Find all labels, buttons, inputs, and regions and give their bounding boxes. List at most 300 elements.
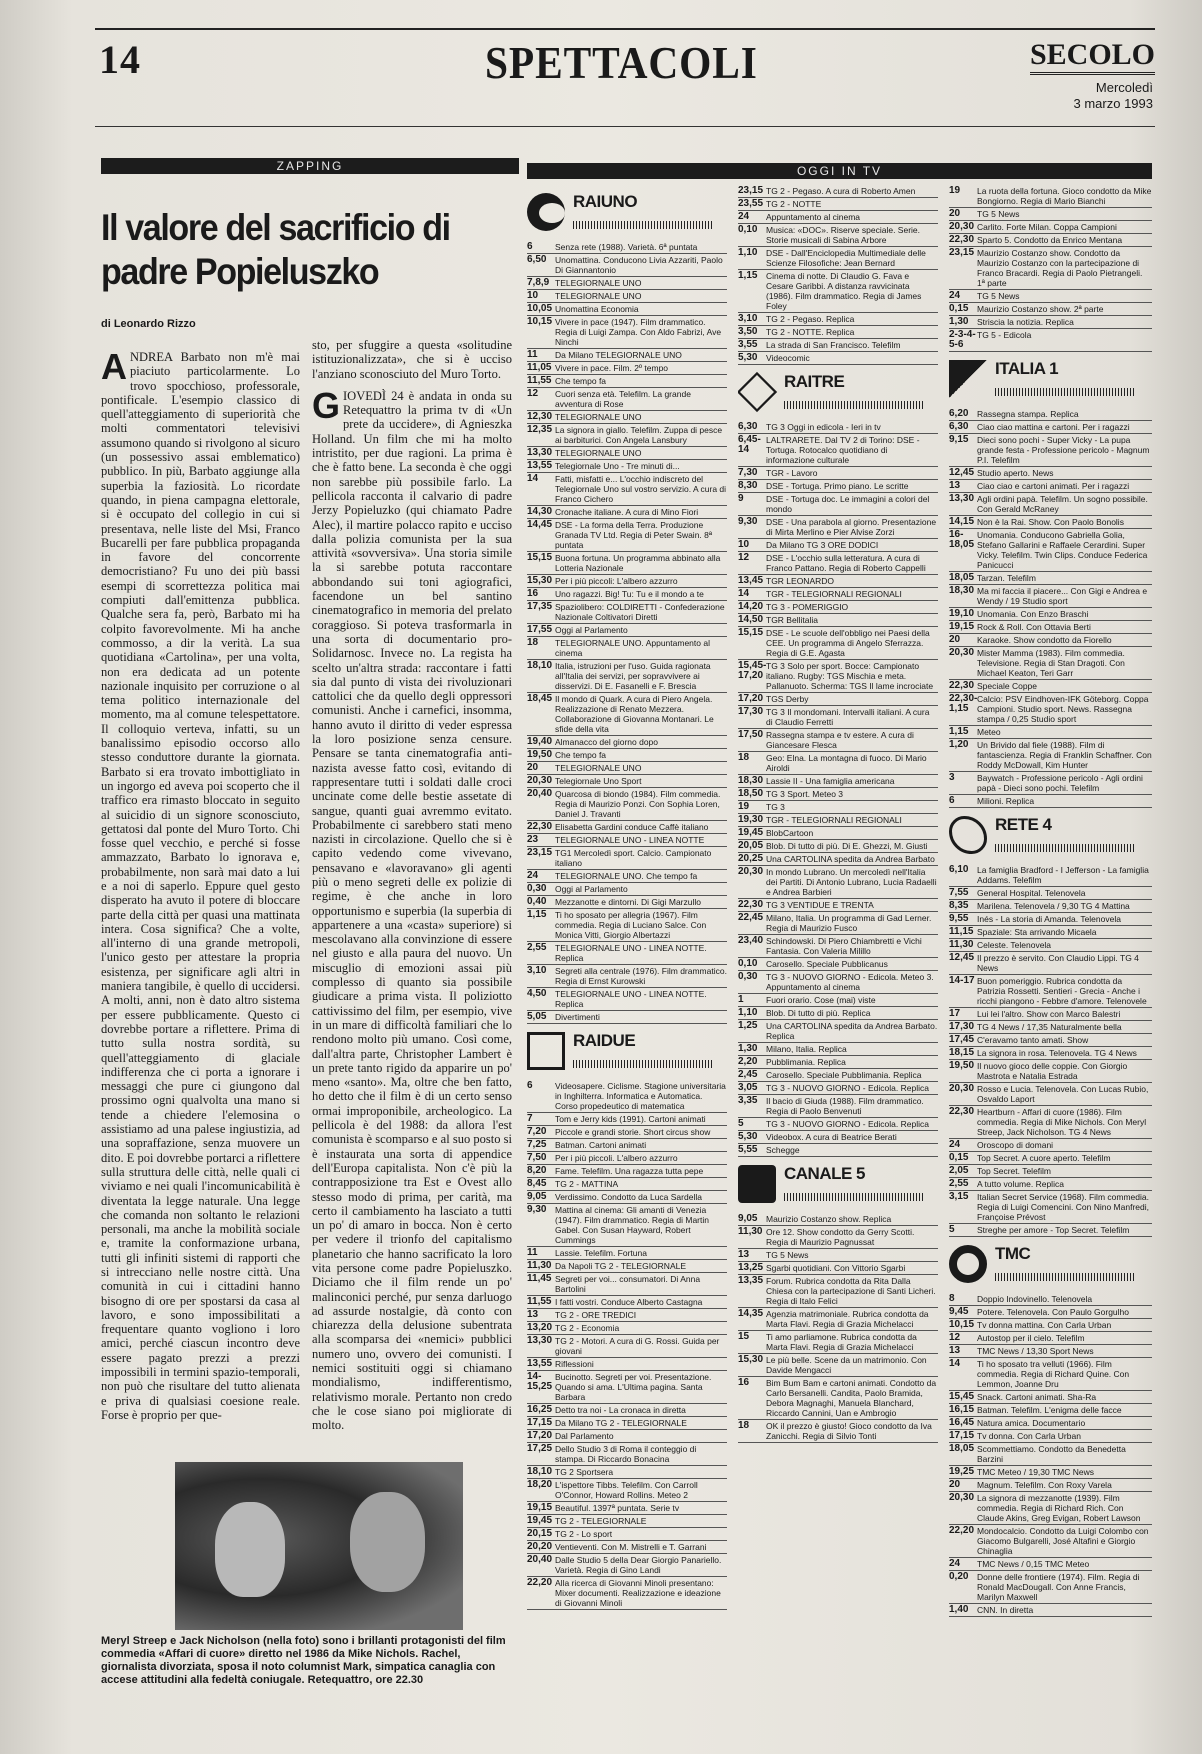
listing-description: CNN. In diretta [977,1605,1034,1615]
channel-header-rete4 [949,814,1152,860]
listing-row [527,552,727,575]
listing-description: Top Secret. A cuore aperto. Telefilm [977,1153,1111,1163]
listing-time: 19,45 [527,1515,553,1526]
listing-description: TG 2 - Pegaso. Replica [766,314,855,324]
listing-description: Schindowski. Di Piero Chiambretti e Vichi Fantasia. Con Valeria Milillo [766,936,922,956]
listing-time: 16,45 [949,1417,975,1428]
listing-description: Mezzanotte e dintorni. Di Gigi Marzullo [555,897,701,907]
listing-row [738,1354,938,1377]
listing-row [949,1430,1152,1443]
tv-column-2 [738,185,938,1745]
listing-row [738,840,938,853]
listing-row [527,447,727,460]
listing-description: L'ispettore Tibbs. Telefilm. Con Carroll O'Connor, Howard Rollins. Meteo 2 [555,1480,698,1500]
listing-row [527,1113,727,1126]
listing-description: Unomattina. Conducono Livia Azzariti, Paolo Di Giannantonio [555,255,723,275]
listing-row [738,552,938,575]
listing-description: TG 3 Il mondomani. Intervalli italiani. A cura di Claudio Ferretti [766,707,930,727]
listing-time: 20,30 [527,775,553,786]
listing-description: TG 2 - Motori. A cura di G. Rossi. Guida per giovani [555,1336,720,1356]
listing-description: Piccole e grandi storie. Short circus show [555,1127,711,1137]
listing-description: Potere. Telenovela. Con Paulo Gorgulho [977,1307,1129,1317]
photo-figure-left [215,1502,285,1597]
tv-column-3 [949,185,1152,1745]
listing-time: 23,15 [949,247,975,258]
listing-row [527,316,727,349]
listing-description: Geo: Elna. La montagna di fuoco. Di Mario Airoldi [766,753,927,773]
listing-description: TG 3 Oggi in edicola - Ieri in tv [766,422,881,432]
listing-time: 8,45 [527,1178,547,1189]
listing-description: Oggi al Parlamento [555,884,628,894]
listing-row [949,572,1152,585]
newspaper-logo: SECOLO [1030,38,1155,75]
listing-description: Ti ho sposato tra velluti (1966). Film commedia. Regia di Richard Quine. Con Lemmon, Joanne Dru [977,1359,1130,1389]
listing-row [738,866,938,899]
channel-hatch [573,221,713,229]
listing-row [949,726,1152,739]
listing-time: 11,55 [527,375,552,386]
listing-time: 0,10 [738,224,758,235]
listing-description: Carosello. Speciale Pubblicanus [766,959,888,969]
listing-time: 20,20 [527,1541,553,1552]
listing-time: 19,15 [527,1502,553,1513]
listing-time: 12 [949,1332,961,1343]
listing-row [738,1420,938,1443]
listing-row [949,1021,1152,1034]
listing-row [527,1126,727,1139]
listing-row [527,1466,727,1479]
channel-header-raidue [527,1030,727,1076]
listings-tmc [949,1293,1152,1617]
listing-time: 18,10 [527,660,553,671]
listing-description: Una CARTOLINA spedita da Andrea Barbato [766,854,935,864]
listing-description: Batman. Telefilm. L'enigma delle facce [977,1405,1122,1415]
listings-raiuno [527,241,727,1024]
listing-row [738,1118,938,1131]
listing-description: DSE - La forma della Terra. Produzione Granada TV Ltd. Regia di Peter Swain. 8ª puntata [555,520,713,550]
listing-time: 12 [527,388,539,399]
listing-row [738,224,938,247]
listing-time: 9,05 [738,1213,758,1224]
listing-time: 12 [738,552,750,563]
listing-description: In mondo Lubrano. Un mercoledì nell'Italia dei Partiti. Di Antonio Lubrano, Lucia Radaelli e Andrea Barbieri [766,867,937,897]
listing-time: 17,35 [527,601,553,612]
listing-time: 13,20 [527,1322,553,1333]
listing-row [949,693,1152,726]
listing-description: Alla ricerca di Giovanni Minoli presentano: Mixer documenti. Realizzazione e ideazione di Giovanni Minoli [555,1578,721,1608]
listings-raidue-night [738,185,938,365]
listing-row [949,1083,1152,1106]
listing-time: 22,45 [738,912,764,923]
listing-row [949,529,1152,572]
listing-description: Speciale Coppe [977,681,1038,691]
listing-description: Quarcosa di biondo (1984). Film commedia. Regia di Maurizio Ponzi. Con Sophia Loren, Daniel J. Travanti [555,789,721,819]
issue-date: 3 marzo 1993 [1073,96,1153,111]
listing-time: 10,15 [527,316,553,327]
listing-description: TG 2 - ORE TREDICI [555,1310,637,1320]
listing-time: 19,15 [949,621,975,632]
listings-canale5 [738,1213,938,1443]
listing-time: 13,30 [527,447,553,458]
listing-description: Per i più piccoli: L'albero azzurro [555,576,678,586]
listing-row [738,853,938,866]
listing-description: TGR - Lavoro [766,468,818,478]
listing-description: LALTRARETE. Dal TV 2 di Torino: DSE - Tortuga. Rotocalco quotidiano di informazione culturale [766,435,920,465]
listing-time: 8,30 [738,480,758,491]
listing-time: 11 [527,1247,538,1258]
listing-description: Scommettiamo. Condotto da Benedetta Barzini [977,1444,1126,1464]
listing-row [527,788,727,821]
listing-row [738,775,938,788]
listing-time: 19,10 [949,608,975,619]
listing-time: 3,10 [738,313,758,324]
listing-row [527,847,727,870]
listing-row [949,1139,1152,1152]
listing-time: 1,15 [949,726,969,737]
listing-row [949,1358,1152,1391]
listing-time: 6,30 [949,421,969,432]
listing-time: 11 [527,349,538,360]
listing-time: 6,45-14 [738,434,761,455]
listing-description: Snack. Cartoni animati. Sha-Ra [977,1392,1097,1402]
listing-row [738,1377,938,1420]
listing-time: 2,55 [949,1178,969,1189]
listing-row [949,1178,1152,1191]
listing-description: BlobCartoon [766,828,814,838]
listing-time: 19,25 [949,1466,975,1477]
listing-time: 10,05 [527,303,553,314]
listing-row [738,899,938,912]
channel-hatch [784,1193,924,1201]
listing-row [527,277,727,290]
listing-row [949,585,1152,608]
listing-time: 14 [949,1358,961,1369]
listing-description: Lassie. Telefilm. Fortuna [555,1248,647,1258]
listing-time: 2,20 [738,1056,758,1067]
listing-description: Unomania. Conducono Gabriella Golia, Stefano Gallarini e Raffaele Cerardini. Super Vicky. Telefilm. Twin Clips. Conduce Federica Panicucci [977,530,1148,570]
listing-time: 6,20 [949,408,969,419]
listing-time: 24 [949,1139,961,1150]
listing-time: 5 [949,1224,955,1235]
listing-row [949,1466,1152,1479]
listing-time: 17,50 [738,729,764,740]
listing-row [949,1306,1152,1319]
listing-description: Italia, istruzioni per l'uso. Guida ragionata all'Italia dei servizi, per sopravvivere ai disservizi. Di E. Fasanelli e F. Brescia [555,661,711,691]
listing-row [738,1095,938,1118]
listing-time: 24 [949,1558,961,1569]
listing-time: 5,55 [738,1144,758,1155]
listing-row [949,647,1152,680]
channel-header-canale5 [738,1163,938,1209]
listing-time: 7,8,9 [527,277,550,288]
listing-description: Mondocalcio. Condotto da Luigi Colombo con Giacomo Bulgarelli, José Altafini e Giorgio Chinaglia [977,1526,1149,1556]
listing-row [949,864,1152,887]
listing-row [738,627,938,660]
listing-time: 14,35 [738,1308,764,1319]
listing-description: TG 3 VENTIDUE E TRENTA [766,900,874,910]
listing-row [527,1515,727,1528]
listing-description: La strada di San Francisco. Telefilm [766,340,901,350]
listing-row [527,834,727,847]
listing-row [527,870,727,883]
listing-time: 14,50 [738,614,764,625]
listing-row [949,1404,1152,1417]
listing-time: 1,40 [949,1604,969,1615]
listing-time: 1,30 [738,1043,758,1054]
listing-description: Striscia la notizia. Replica [977,317,1074,327]
listing-description: Doppio Indovinello. Telenovela [977,1294,1093,1304]
listing-description: Studio aperto. News [977,468,1054,478]
listing-description: Rassegna stampa e tv estere. A cura di Giancesare Flesca [766,730,914,750]
listing-row [738,1308,938,1331]
listing-row [527,965,727,988]
listing-time: 7,30 [738,467,758,478]
listing-description: TG1 Mercoledì sport. Calcio. Campionato italiano [555,848,712,868]
listing-description: Italian Secret Service (1968). Film commedia. Regia di Luigi Comencini. Con Nino Manfredi, Françoise Prévost [977,1192,1149,1222]
listing-row [527,1443,727,1466]
listing-row [738,1043,938,1056]
listing-row [949,926,1152,939]
listing-time: 0,15 [949,303,969,314]
listing-description: Inés - La storia di Amanda. Telenovela [977,914,1121,924]
listing-row [949,516,1152,529]
article-text-1: NDREA Barbato non m'è mai piaciuto particolarmente. Lo trovo spocchioso, professorale, pontificale. L'esempio classico di quell'atteggiamento di superiorità che molti commentatori televisivi assumono quando si rivolgono al sicuro (un possessivo assai emblematico) pubblico. In più, Barbato aggiunge alla superbia la faziosità. Lo ricordate quando, in piena campagna elettorale, si è occupato del collegio in cui si presentava, nelle liste del Msi, Franco Bucarelli per fare pubblica propaganda in favore del concorrente democristiano? Fu uno dei più bassi esempi di scorrettezza politica mai compiuti dall'emittenza pubblica. Qualche sera fa, però, Barbato mi ha colpito favorevolmente. Mi ha anche commosso, a dir la verità. La sua quotidiana «Cartolina», per una volta, non era dedicata ad un potente nazionale inquisito per corruzione o al tema politico internazionale del momento, ma al comune telespettatore. Il colloquio verteva, infatti, su un banalissimo episodio occorso allo stesso conduttore durante la giornata. Barbato si era trovato imbottigliato in un ingorgo ed aveva poi scoperto che il traffico era rimasto bloccato in seguito al suicidio di un signore sconosciuto, gettatosi dal ponte del Muro Torto. Chi fosse quel vecchio, e perché si fosse ammazzato, Barbato lo ignorava e, probabilmente, non sarà mai dato a lui e a noi di saperlo. Eppure quel gesto disperato ha avuto il potere di bloccare parte della città per quasi una mattinata intera. Cosa significa? Che a volte, all'interno di una grande metropoli, l'unico gesto per attestare la propria esistenza, per significare agli altri in maniera tangibile, è quello di uccidersi. A molti, anni, non è dato altro sistema per essere pubblicamente. Questo ci dovrebbe portare a riflettere. Prima di tutto sulla nostra sordità, su quell'atteggiamento di glaciale indifferenza che ci porta a ignorare i messaggi che pure ci giungono dal prossimo ogni qualvolta una mano si tende a chiedere l'elemosina o assistiamo ad una palese ingiustizia, ad una sopraffazione, senza muovere un dito. E poi dovrebbe portarci a riflettere sulla struttura delle città, nelle quali ci viviamo e nei quali l'incomunicabilità è diventata la legge naturale. Una legge che comanda non soltanto le relazioni personali, ma anche la mobilità sociale e, tramite la conformazione urbana, tutti gli infiniti sistemi di rapporti che si intrecciano nelle nostre città. Una comunità in cui i cittadini hanno bisogno di ore per spostarsi da casa al lavoro, e sono impossibilitati a frequentare quanto vogliono i loro amici, perché ciascun incontro deve essere pagato prezzi a prezzi impossibili in termini spazio-temporali, non può che risultare del tutto alienata e priva di qualsiasi coesione reale. Forse è proprio per que- [101,350,300,1422]
listing-time: 2,05 [949,1165,969,1176]
listing-description: Ventieventi. Con M. Mistrelli e T. Garrani [555,1542,707,1552]
listing-row [949,303,1152,316]
listing-time: 9,15 [949,434,969,445]
listing-description: Ma mi faccia il piacere... Con Gigi e Andrea e Wendy / 19 Studio sport [977,586,1148,606]
listing-description: Lassie II - Una famiglia americana [766,776,895,786]
listing-row [949,1008,1152,1021]
listing-row [527,254,727,277]
listing-description: TG 3 [766,802,785,812]
listing-time: 2,45 [738,1069,758,1080]
listing-row [527,1430,727,1443]
listing-description: Bucinotto. Segreti per voi. Presentazione. Quando si ama. L'Ultima pagina. Santa Barbara [555,1372,712,1402]
listing-time: 22,30 [527,821,553,832]
listing-time: 12,45 [949,952,975,963]
listing-row [527,601,727,624]
channel-header-raitre [738,371,938,417]
listing-description: TELEGIORNALE UNO [555,278,642,288]
listing-time: 1,10 [738,1007,758,1018]
listing-time: 13 [738,1249,750,1260]
listing-row [949,493,1152,516]
listing-row [738,1213,938,1226]
listing-row [738,994,938,1007]
listing-time: 16 [738,1377,750,1388]
listing-time: 12,45 [949,467,975,478]
channel-header-tmc [949,1243,1152,1289]
listing-description: Agli ordini papà. Telefilm. Un sogno possibile. Con Gerald McRaney [977,494,1148,514]
listing-description: TMC News / 0,15 TMC Meteo [977,1559,1090,1569]
listing-row [527,1371,727,1404]
listing-row [527,303,727,316]
listing-description: Verdissimo. Condotto da Luca Sardella [555,1192,702,1202]
listing-time: 11,05 [527,362,552,373]
listing-row [738,1082,938,1095]
listing-description: Carlito. Forte Milan. Coppa Campioni [977,222,1117,232]
listing-time: 15,30 [527,575,553,586]
listing-description: Donne delle frontiere (1974). Film. Regia di Ronald MacDougall. Con Anne Francis, Marilyn Maxwell [977,1572,1140,1602]
listing-description: Carosello. Speciale Pubblimania. Replica [766,1070,922,1080]
listing-row [949,208,1152,221]
listing-time: 18 [738,1420,750,1431]
listing-time: 20,05 [738,840,764,851]
listing-row [949,221,1152,234]
listing-time: 17,20 [738,693,764,704]
listing-row [949,234,1152,247]
canale5-logo-icon [738,1165,776,1203]
listing-description: Mattina al cinema: Gli amanti di Venezia (1947). Film drammatico. Regia di Martin Gabel. Con Susan Hayward, Robert Cummings [555,1205,709,1245]
listing-time: 1 [738,994,744,1005]
listing-time: 18,45 [527,693,553,704]
listing-time: 22,30 [949,234,975,245]
tv-column-1 [527,185,727,1745]
listing-description: Rosso e Lucia. Telenovela. Con Lucas Rubio, Osvaldo Laport [977,1084,1149,1104]
listing-description: Ciao ciao mattina e cartoni. Per i ragazzi [977,422,1130,432]
listing-description: La ruota della fortuna. Gioco condotto da Mike Bongiorno. Regia di Mario Bianchi [977,186,1152,206]
listing-row [738,588,938,601]
listing-row [738,693,938,706]
listing-row [527,1260,727,1273]
listing-time: 5,30 [738,352,758,363]
listing-description: TGR LEONARDO [766,576,835,586]
listing-description: Marilena. Telenovela / 9,30 TG 4 Mattina [977,901,1130,911]
listing-description: La famiglia Bradford - I Jefferson - La famiglia Addams. Telefilm [977,865,1149,885]
listing-time: 6,10 [949,864,969,875]
listing-time: 22,30-1,15 [949,693,978,714]
listing-time: 13 [527,1309,539,1320]
listing-description: TG 2 - NOTTE [766,199,822,209]
listing-row [527,1080,727,1113]
listing-description: Spaziolibero: COLDIRETTI - Confederazione Nazionale Coltivatori Diretti [555,602,725,622]
listing-row [949,680,1152,693]
listing-time: 0,40 [527,896,547,907]
listing-description: TG 5 - Edicola [977,330,1032,340]
listing-row [527,1335,727,1358]
listing-description: Dello Studio 3 di Roma il conteggio di stampa. Di Riccardo Bonacina [555,1444,697,1464]
dropcap-a: A [101,350,127,387]
listing-description: Meteo [977,727,1001,737]
listing-row [738,601,938,614]
listing-row [949,952,1152,975]
listing-row [527,988,727,1011]
listing-description: TELEGIORNALE UNO - LINEA NOTTE. Replica [555,989,707,1009]
raidue-logo-icon [527,1032,565,1070]
listing-time: 15,30 [738,1354,764,1365]
listing-time: 17,15 [527,1417,553,1428]
listing-time: 0,30 [738,971,758,982]
listing-description: Maurizio Costanzo show. Replica [766,1214,892,1224]
listing-row [527,1528,727,1541]
listing-row [527,349,727,362]
listing-time: 5 [738,1118,744,1129]
listing-description: Pubblimania. Replica [766,1057,846,1067]
listing-time: 18,10 [527,1466,553,1477]
listing-time: 3,35 [738,1095,758,1106]
listing-time: 9,05 [527,1191,547,1202]
listing-row [949,608,1152,621]
channel-hatch [995,388,1135,396]
listing-description: Riflessioni [555,1359,594,1369]
listing-description: Senza rete (1988). Varietà. 6ª puntata [555,242,698,252]
listing-description: Il prezzo è servito. Con Claudio Lippi. TG 4 News [977,953,1139,973]
listing-row [949,290,1152,303]
listing-description: Mister Mamma (1983). Film commedia. Televisione. Regia di Stan Dragoti. Con Michael Keaton, Teri Garr [977,648,1125,678]
listing-row [738,434,938,467]
listing-description: TG 3 - POMERIGGIO [766,602,849,612]
listing-description: TG 2 Sportsera [555,1467,614,1477]
listing-time: 20,30 [949,647,975,658]
listing-row [949,1571,1152,1604]
listing-time: 18,30 [738,775,764,786]
listing-description: Da Milano TG 3 ORE DODICI [766,540,879,550]
listing-time: 22,30 [738,899,764,910]
listing-row [949,247,1152,290]
listing-row [527,1296,727,1309]
listing-time: 11,45 [527,1273,552,1284]
listing-description: TELEGIORNALE UNO [555,291,642,301]
listing-time: 18 [738,752,750,763]
listing-row [738,827,938,840]
listing-row [738,339,938,352]
listing-row [527,424,727,447]
listing-time: 13,35 [738,1275,764,1286]
channel-name: RETE 4 [995,815,1052,834]
listings-rete4 [949,864,1152,1237]
listing-time: 22,20 [949,1525,975,1536]
listing-description: Non è la Rai. Show. Con Paolo Bonolis [977,517,1124,527]
listing-row [738,185,938,198]
listing-description: Ti amo parliamone. Rubrica condotta da Marta Flavi. Regia di Grazia Michelacci [766,1332,917,1352]
listing-time: 9 [738,493,744,504]
listing-description: Rock & Roll. Con Ottavia Berti [977,622,1091,632]
listing-row [527,693,727,736]
listing-row [738,801,938,814]
listing-time: 19,45 [738,827,764,838]
listing-time: 0,30 [527,883,547,894]
listing-time: 23,15 [527,847,553,858]
listing-time: 20,30 [949,221,975,232]
listing-time: 0,20 [949,1571,969,1582]
listing-description: Da Napoli TG 2 - TELEGIORNALE [555,1261,687,1271]
listing-description: TMC Meteo / 19,30 TMC News [977,1467,1094,1477]
rete4-logo-icon [949,816,987,854]
listing-row [949,467,1152,480]
listing-description: TELEGIORNALE UNO. Che tempo fa [555,871,698,881]
listing-time: 20,30 [949,1083,975,1094]
listing-time: 18,05 [949,1443,975,1454]
listing-time: 14-15,25 [527,1371,553,1392]
issue-day: Mercoledì [1095,80,1153,95]
listing-row [949,1479,1152,1492]
listing-description: Fuori orario. Cose (mai) viste [766,995,876,1005]
listing-time: 20,30 [949,1492,975,1503]
listing-description: Magnum. Telefilm. Con Roxy Varela [977,1480,1112,1490]
listing-row [527,1502,727,1515]
listing-time: 9,45 [949,1306,969,1317]
listing-description: TG 5 News [766,1250,809,1260]
listing-time: 16,15 [949,1404,975,1415]
listing-time: 11,30 [738,1226,763,1237]
listing-row [527,736,727,749]
listing-description: Spaziale: Sta arrivando Micaela [977,927,1097,937]
listing-row [738,270,938,313]
listing-row [738,1056,938,1069]
listing-time: 5,30 [738,1131,758,1142]
